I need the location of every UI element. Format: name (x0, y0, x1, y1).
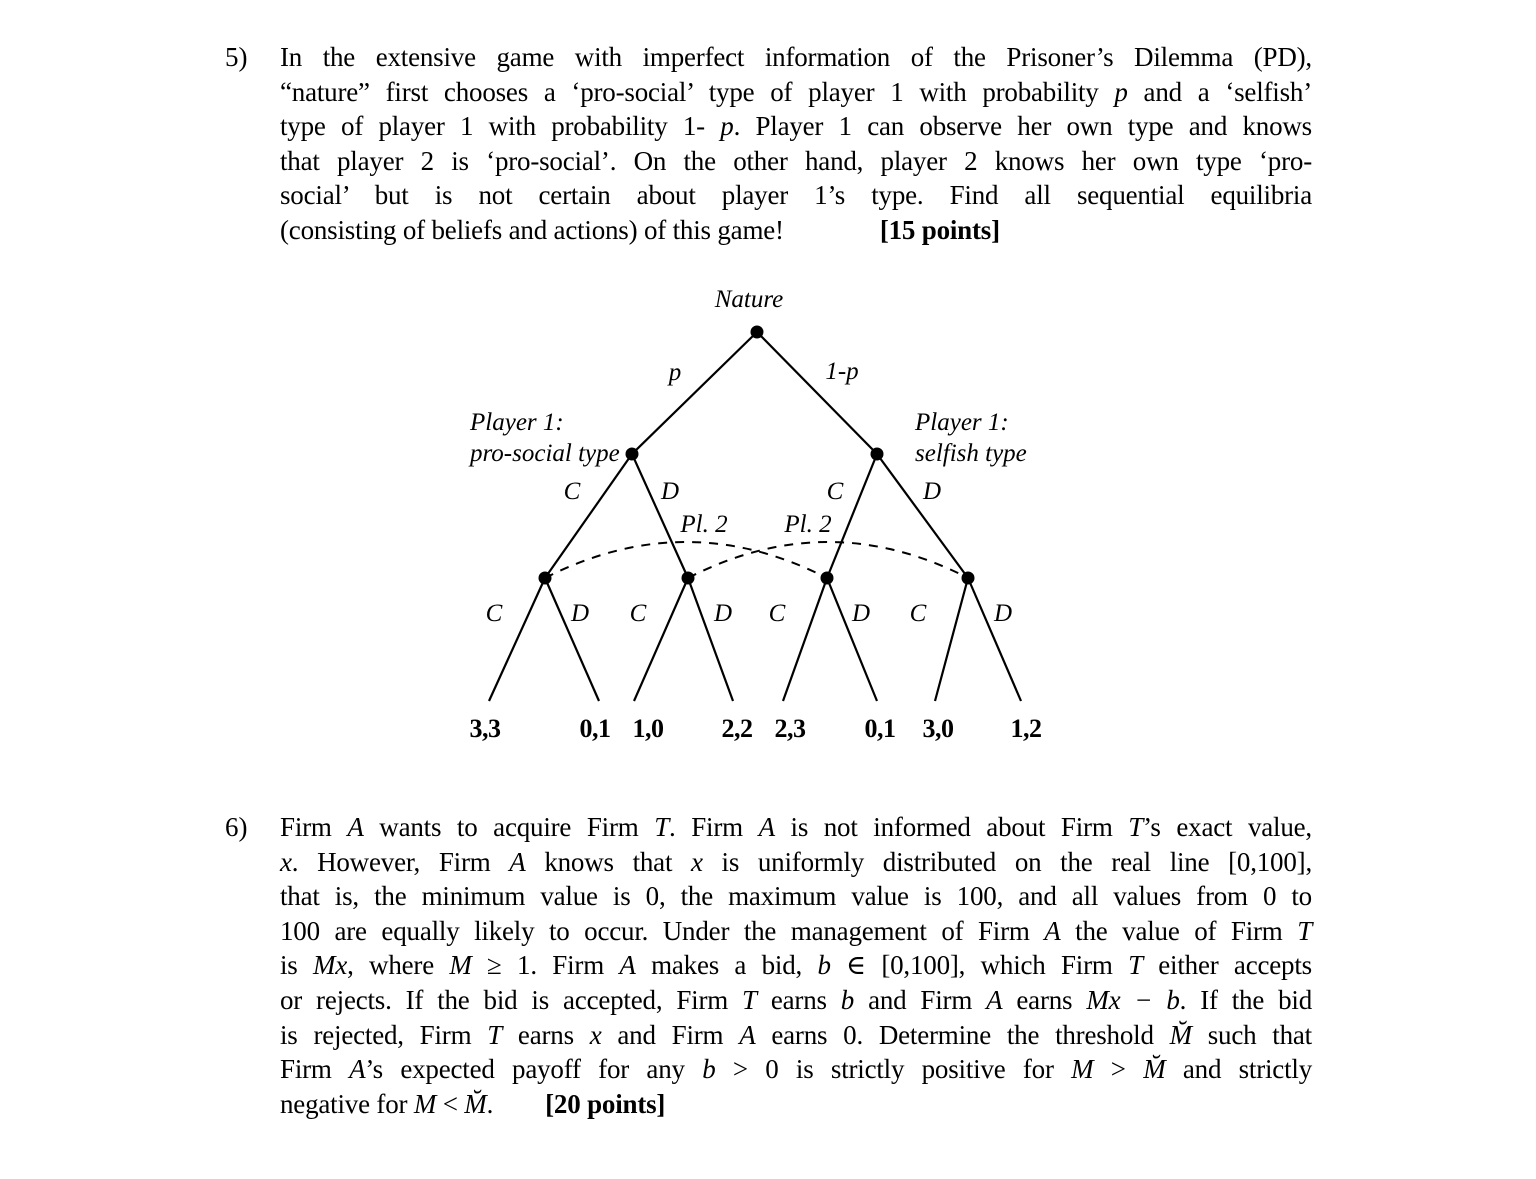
payoff-label: 1,2 (1010, 714, 1042, 743)
text-run: M̆ (1143, 1054, 1166, 1085)
text-run: > (1093, 1054, 1144, 1085)
payoff-label: 0,1 (864, 714, 896, 743)
text-run: b (702, 1054, 716, 1085)
text-run: . However, Firm (291, 846, 510, 877)
text-run: Firm (280, 1054, 350, 1085)
text-run: M̆ (1169, 1019, 1192, 1050)
text-run: < (436, 1088, 465, 1119)
problem-6 (225, 810, 1312, 1121)
payoff-label: 1,0 (632, 714, 664, 743)
text-run: earns (502, 1019, 590, 1050)
text-run: T (1128, 812, 1144, 842)
problem-6-line-4 (280, 914, 1312, 949)
nature-label: Nature (714, 286, 784, 313)
text-run: x (280, 846, 292, 877)
action-label-d: D (570, 600, 590, 627)
action-label-c: C (909, 600, 927, 627)
edge-p2n3-c (783, 578, 827, 701)
edge-nature-selfish (757, 332, 877, 454)
problem-6-line-2 (280, 845, 1312, 880)
player1-selfish-label-line1: Player 1: (915, 409, 1009, 436)
payoff-label: 3,0 (922, 714, 954, 743)
text-run: . If the bid (1179, 984, 1313, 1015)
edge-p2n1-c (489, 578, 545, 701)
player1-selfish-label-line2: selfish type (915, 439, 1027, 467)
text-run: A (758, 812, 775, 842)
edge-p2n1-d (545, 578, 599, 701)
text-run: x (589, 1019, 602, 1050)
action-label-c: C (826, 478, 844, 505)
text-run: or rejects. If the bid is accepted, Firm (280, 984, 743, 1015)
text-run: earns 0. Determine the threshold (755, 1019, 1170, 1050)
text-run: p (720, 111, 734, 142)
text-run: A (986, 984, 1003, 1015)
text-run: M̆ (464, 1088, 487, 1119)
problem-6-line-3 (280, 879, 1312, 914)
text-run: and a ‘selfish’ (1127, 76, 1312, 107)
text-run: [20 points] (545, 1088, 666, 1119)
text-run: In the extensive game with imperfect information of the Prisoner’s Dilemma (PD), (280, 42, 1312, 72)
text-run: > 0 is strictly positive for (715, 1054, 1072, 1085)
text-run: ∈ [0,100], which Firm (830, 950, 1129, 981)
text-run: the value of Firm (1060, 915, 1298, 946)
action-label-c: C (485, 600, 503, 627)
node-player2-4 (962, 572, 975, 585)
action-label-c: C (768, 600, 786, 627)
problem-5-number: 5) (225, 42, 248, 72)
text-run: that is, the minimum value is 0, the maximum value is 100, and all values from 0 to (280, 881, 1312, 912)
text-run: is not informed about Firm (774, 812, 1129, 842)
problem-6-line-7 (280, 1018, 1312, 1053)
player1-prosocial-label (470, 408, 620, 469)
node-player2-3 (821, 572, 834, 585)
text-run: ≥ 1. Firm (471, 950, 620, 981)
text-run: . (486, 1088, 494, 1119)
node-player2-1 (539, 572, 552, 585)
player1-selfish-label (915, 408, 1027, 469)
text-run: Mx − b (1086, 984, 1180, 1015)
action-label-d: D (713, 600, 733, 627)
text-run: T (1297, 915, 1313, 946)
text-run: [15 points] (879, 214, 1000, 245)
text-run: T (1128, 950, 1143, 981)
player2-infoset-label-left: Pl. 2 (680, 511, 728, 538)
problem-6-line-8 (280, 1052, 1312, 1087)
text-run: T (742, 984, 757, 1015)
text-run: p (1114, 76, 1128, 107)
text-run: makes a bid, (635, 950, 818, 981)
player1-prosocial-label-line1: Player 1: (470, 409, 564, 436)
action-label-c: C (563, 478, 581, 505)
text-run: b (817, 950, 831, 981)
text-run: type of player 1 with probability 1- (280, 111, 721, 142)
text-run: ’s expected payoff for any (365, 1054, 703, 1085)
text-run: ’s exact value, (1143, 812, 1312, 842)
text-run: , where (347, 950, 450, 981)
problem-6-line-6 (280, 983, 1312, 1018)
edge-prosocial-c (545, 454, 632, 578)
text-run: is uniformly distributed on the real line [0,100], (702, 846, 1312, 877)
problem-6-line-1 (280, 810, 1312, 845)
action-label-d: D (993, 600, 1013, 627)
text-run: M (413, 1088, 437, 1119)
text-run: wants to acquire Firm (363, 812, 655, 842)
problem-6-number: 6) (225, 812, 248, 842)
payoff-label: 2,2 (721, 714, 753, 743)
text-run: such that (1191, 1019, 1312, 1050)
text-run: A (509, 846, 526, 877)
text-run: A (347, 812, 364, 842)
text-run: is (280, 950, 313, 981)
player2-infoset-label-right: Pl. 2 (784, 511, 832, 538)
text-run: and Firm (601, 1019, 740, 1050)
node-nature (751, 326, 764, 339)
problem-6-line-5 (280, 948, 1312, 983)
node-player2-2 (682, 572, 695, 585)
text-run: either accepts (1142, 950, 1312, 981)
text-run: Firm (280, 812, 348, 842)
text-run: social’ but is not certain about player 1’s type. Find all sequential equilibria (280, 180, 1312, 211)
edge-p2n2-c (634, 578, 688, 701)
edge-selfish-c (827, 454, 877, 578)
text-run: T (654, 812, 670, 842)
problem-6-line-9 (280, 1087, 1312, 1122)
probability-1-p-label: 1-p (825, 358, 859, 385)
edge-p2n3-d (827, 578, 877, 701)
problem-6-text (280, 810, 1312, 1121)
text-run: . Player 1 can observe her own type and knows (733, 111, 1312, 142)
text-run: M (449, 950, 472, 981)
text-run: knows that (525, 846, 691, 877)
payoff-label: 0,1 (579, 714, 611, 743)
text-run: A (1044, 915, 1061, 946)
text-run: A (349, 1054, 366, 1085)
text-run: A (739, 1019, 756, 1050)
text-run: earns (1002, 984, 1087, 1015)
text-run: that player 2 is ‘pro-social’. On the other hand, player 2 knows her own type ‘pro- (280, 145, 1312, 176)
text-run: 100 are equally likely to occur. Under the management of Firm (280, 915, 1045, 946)
node-player1-prosocial (626, 448, 639, 461)
action-label-d: D (922, 478, 942, 505)
text-run: A (619, 950, 636, 981)
text-run: is rejected, Firm (280, 1019, 488, 1050)
edge-p2n4-d (968, 578, 1021, 701)
text-run: “nature” first chooses a ‘pro-social’ type of player 1 with probability (280, 76, 1115, 107)
text-run: . Firm (669, 812, 759, 842)
node-player1-selfish (871, 448, 884, 461)
payoff-label: 2,3 (774, 714, 806, 743)
text-run: T (487, 1019, 503, 1050)
probability-p-label: p (668, 359, 682, 386)
text-run: negative for (280, 1088, 414, 1119)
text-run: earns (756, 984, 841, 1015)
edge-p2n2-d (688, 578, 733, 701)
text-run: (consisting of beliefs and actions) of this game! (280, 214, 784, 245)
text-run: and Firm (854, 984, 987, 1015)
player1-prosocial-label-line2: pro-social type (470, 439, 620, 467)
text-run: x (691, 846, 703, 877)
text-run: b (840, 984, 855, 1015)
text-run: Mx (313, 950, 348, 981)
edge-nature-prosocial (632, 332, 757, 454)
text-run: and strictly (1165, 1054, 1312, 1085)
edge-p2n4-c (935, 578, 968, 701)
action-label-c: C (629, 600, 647, 627)
payoff-label: 3,3 (469, 714, 501, 743)
action-label-d: D (660, 478, 680, 505)
action-label-d: D (851, 600, 871, 627)
text-run: M (1071, 1054, 1094, 1085)
